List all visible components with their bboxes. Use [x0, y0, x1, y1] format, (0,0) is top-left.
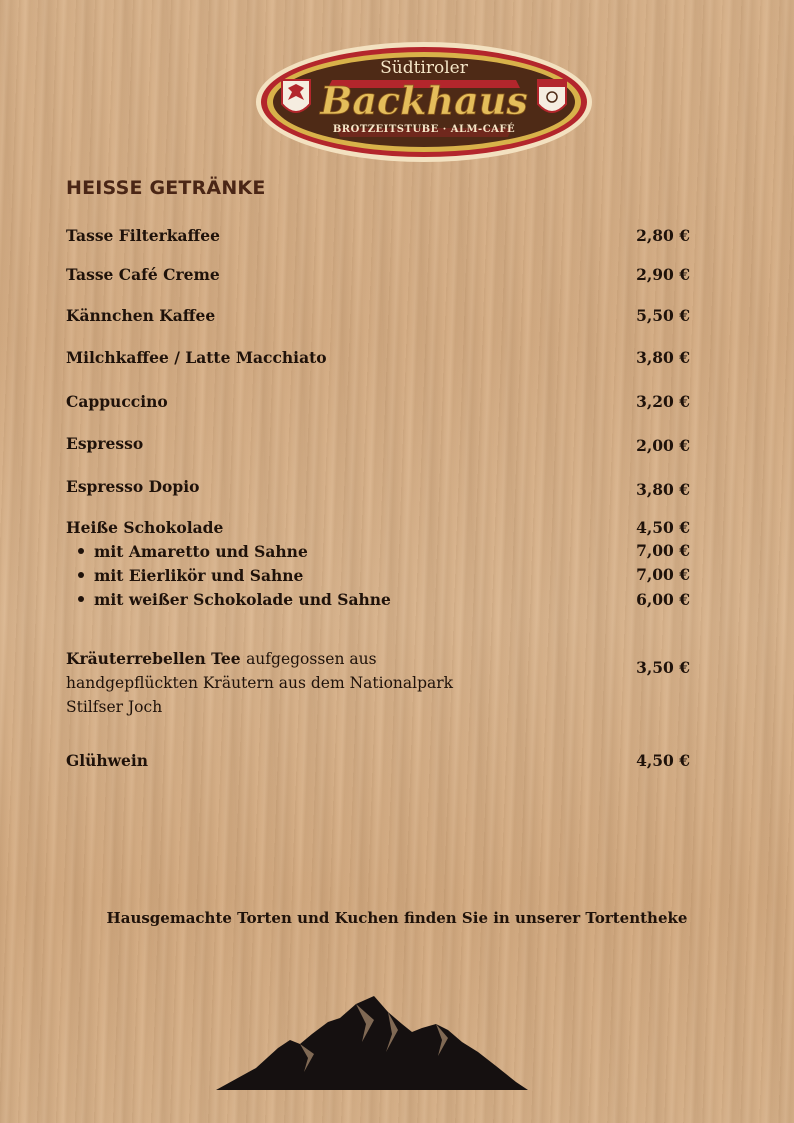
- menu-item-name: Tasse Filterkaffee: [66, 226, 221, 245]
- menu-item-name: Glühwein: [66, 751, 149, 770]
- tea-item: [66, 647, 690, 721]
- menu-item-name: Espresso: [66, 434, 144, 453]
- option-name: mit Eierlikör und Sahne: [94, 566, 304, 585]
- tyrol-eagle-crest-icon: [282, 80, 310, 112]
- backhaus-logo: [254, 40, 594, 164]
- option-name: mit weißer Schokolade und Sahne: [94, 590, 391, 609]
- logo-main-text: Backhaus: [320, 78, 528, 123]
- menu-item-name: Tasse Café Creme: [66, 265, 220, 284]
- mountains-icon: [216, 994, 528, 1090]
- menu-item-name: Milchkaffee / Latte Macchiato: [66, 348, 327, 367]
- menu-item-price: 4,50 €: [636, 518, 690, 537]
- menu-item-price: 3,80 €: [636, 480, 690, 499]
- bullet-icon: [78, 572, 84, 578]
- menu-item-price: 2,80 €: [636, 226, 690, 245]
- section-title: HEISSE GETRÄNKE: [66, 177, 266, 199]
- menu-item-price: 4,50 €: [636, 751, 690, 770]
- menu-item-name: Kännchen Kaffee: [66, 306, 216, 325]
- menu-item-price: 3,80 €: [636, 348, 690, 367]
- menu-item-price: 3,20 €: [636, 392, 690, 411]
- option-item: [66, 564, 690, 588]
- option-item: [66, 588, 690, 612]
- footer-note: Hausgemachte Torten und Kuchen finden Sie in unserer Tortentheke: [106, 909, 688, 927]
- option-price: 6,00 €: [636, 590, 690, 609]
- tea-text: [66, 647, 496, 719]
- menu-item-name: Heiße Schokolade: [66, 518, 224, 537]
- logo-bottom-text: BROTZEITSTUBE · ALM-CAFÉ: [332, 124, 516, 135]
- logo-top-text: Südtiroler: [380, 58, 468, 78]
- option-item: [66, 540, 690, 564]
- menu-item-price: 2,00 €: [636, 436, 690, 455]
- hot-chocolate-group: [66, 516, 690, 616]
- option-price: 7,00 €: [636, 565, 690, 584]
- menu-item-name: Kräuterrebellen Tee: [66, 649, 241, 668]
- bullet-icon: [78, 596, 84, 602]
- menu-item-price: 5,50 €: [636, 306, 690, 325]
- option-name: mit Amaretto und Sahne: [94, 542, 308, 561]
- menu-item-name: Cappuccino: [66, 392, 168, 411]
- option-price: 7,00 €: [636, 541, 690, 560]
- bullet-icon: [78, 548, 84, 554]
- menu-item-price: 3,50 €: [636, 658, 690, 677]
- coat-of-arms-icon: [538, 80, 566, 112]
- menu-item-price: 2,90 €: [636, 265, 690, 284]
- menu-item-name: Espresso Dopio: [66, 477, 200, 496]
- tea-description: aufgegossen aus handgepflückten Kräutern aus dem Nationalpark Stilfser Joch: [66, 650, 454, 716]
